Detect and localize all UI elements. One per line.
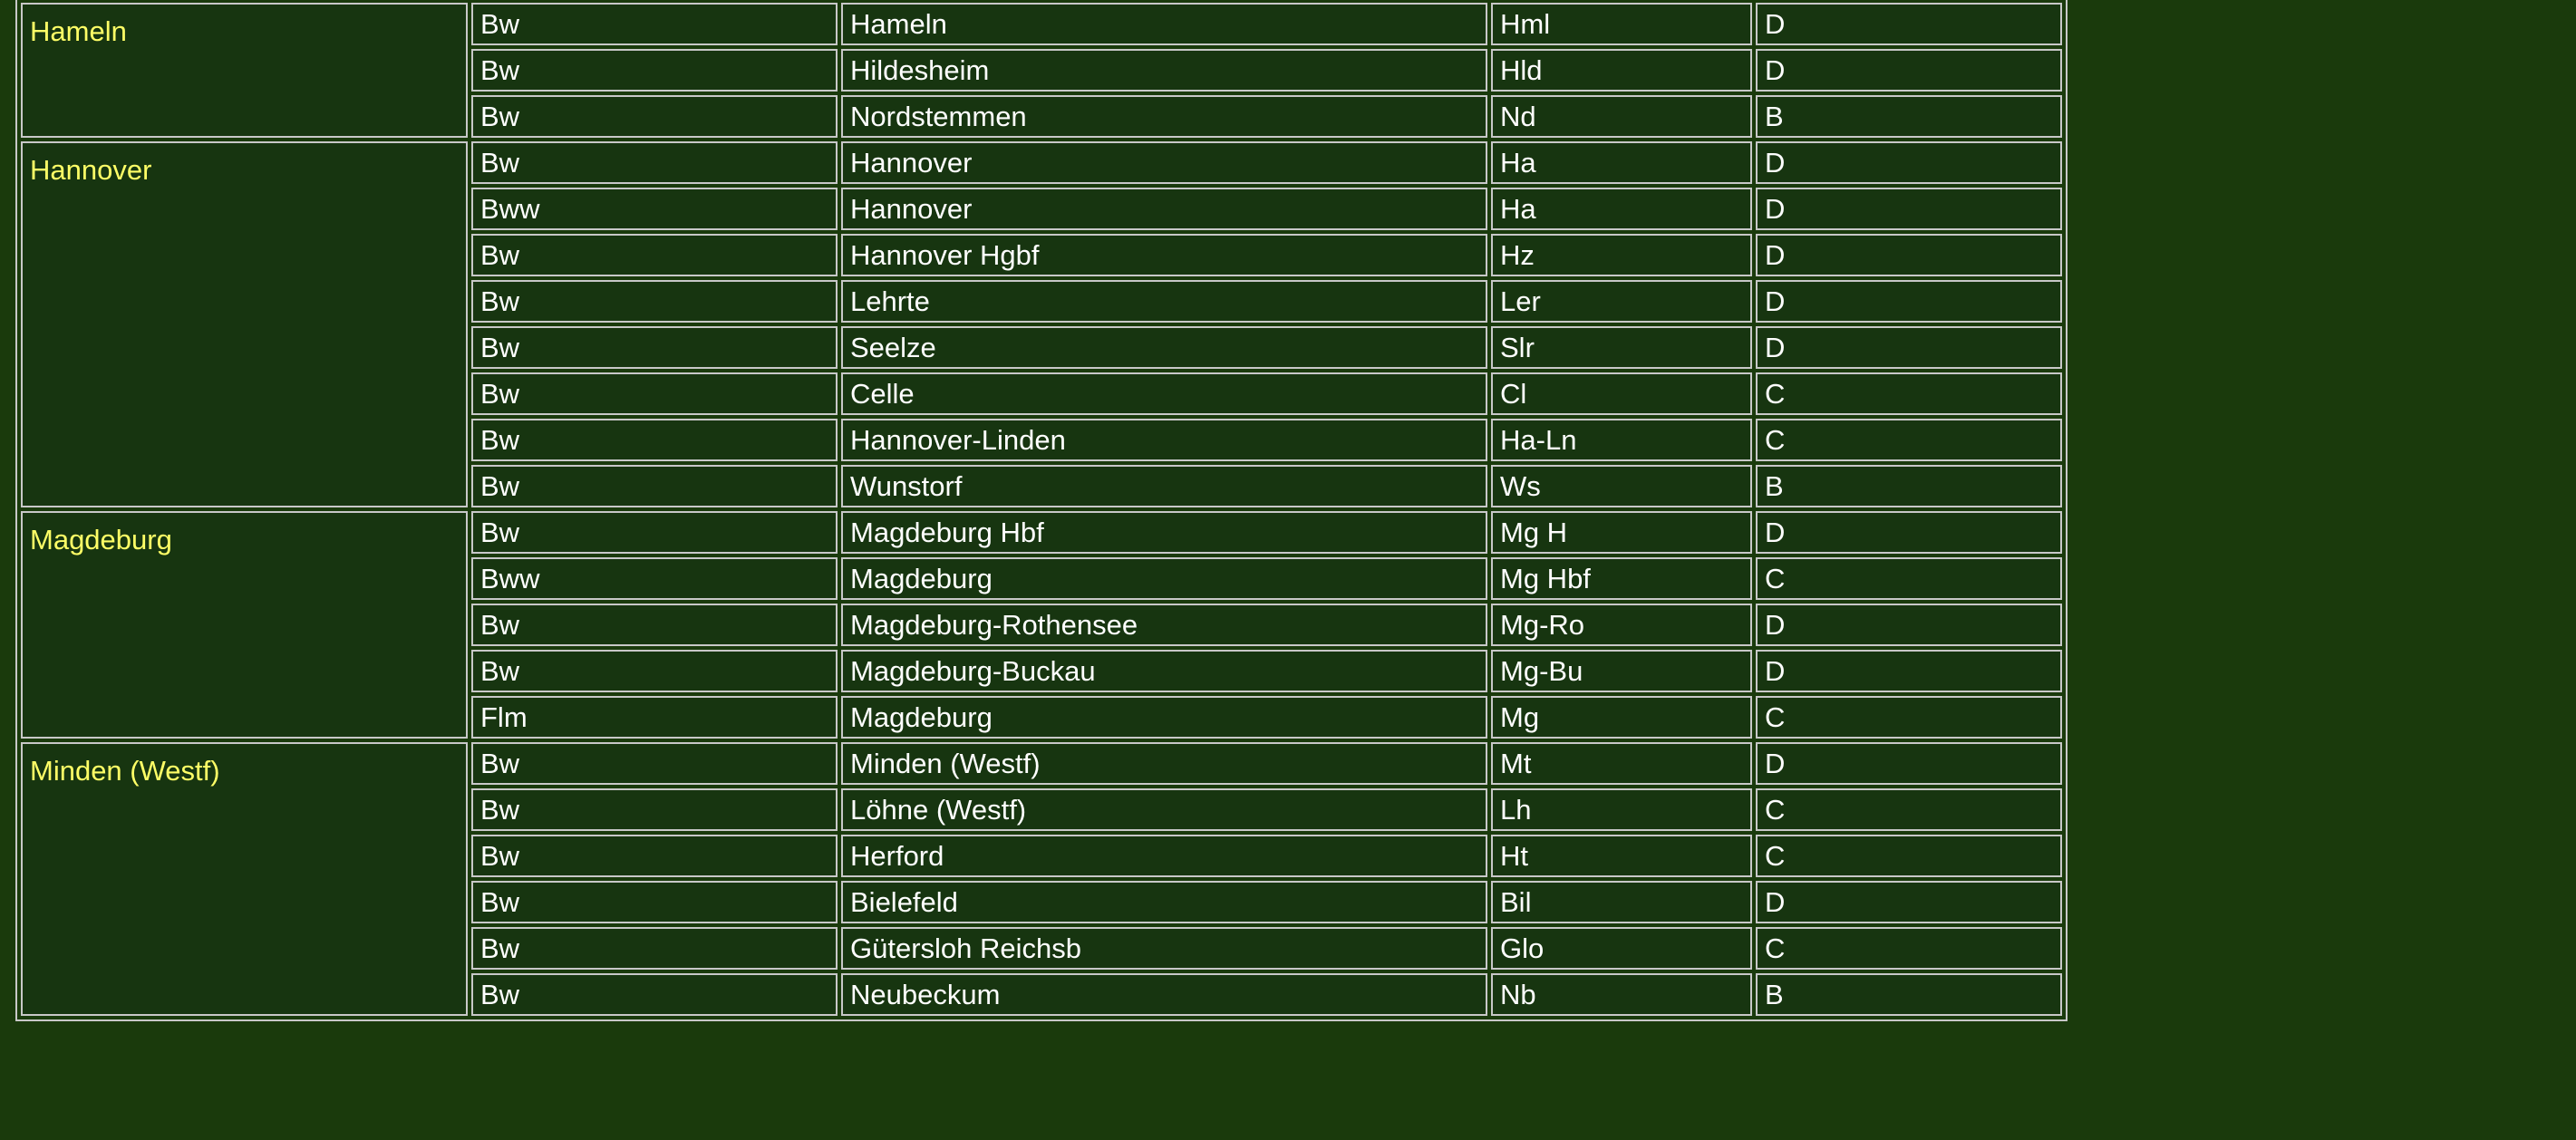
- ort-cell: Hildesheim: [841, 49, 1487, 92]
- art-cell: Bw: [471, 95, 838, 138]
- art-cell: Bw: [471, 881, 838, 923]
- ort-cell: Hannover Hgbf: [841, 234, 1487, 276]
- klasse-cell: D: [1756, 49, 2062, 92]
- kurz-cell: Mg H: [1491, 511, 1752, 554]
- direktion-cell: Hameln: [21, 3, 468, 138]
- klasse-cell: D: [1756, 511, 2062, 554]
- art-cell: Bw: [471, 372, 838, 415]
- kurz-cell: Ha: [1491, 141, 1752, 184]
- kurz-cell: Mg Hbf: [1491, 557, 1752, 600]
- direktion-cell: Hannover: [21, 141, 468, 507]
- ort-cell: Hameln: [841, 3, 1487, 45]
- kurz-cell: Ler: [1491, 280, 1752, 323]
- kurz-cell: Hld: [1491, 49, 1752, 92]
- table-row: [21, 511, 2062, 554]
- kurz-cell: Bil: [1491, 881, 1752, 923]
- art-cell: Bw: [471, 973, 838, 1016]
- klasse-cell: D: [1756, 188, 2062, 230]
- klasse-cell: C: [1756, 927, 2062, 970]
- art-cell: Bw: [471, 927, 838, 970]
- art-cell: Bww: [471, 557, 838, 600]
- art-cell: Bw: [471, 3, 838, 45]
- direktion-cell: Minden (Westf): [21, 742, 468, 1016]
- ort-cell: Gütersloh Reichsb: [841, 927, 1487, 970]
- ort-cell: Celle: [841, 372, 1487, 415]
- art-cell: Bw: [471, 788, 838, 831]
- ort-cell: Löhne (Westf): [841, 788, 1487, 831]
- kurz-cell: Hz: [1491, 234, 1752, 276]
- kurz-cell: Cl: [1491, 372, 1752, 415]
- klasse-cell: C: [1756, 372, 2062, 415]
- ort-cell: Magdeburg: [841, 696, 1487, 739]
- klasse-cell: C: [1756, 419, 2062, 461]
- kurz-cell: Lh: [1491, 788, 1752, 831]
- kurz-cell: Ha: [1491, 188, 1752, 230]
- klasse-cell: D: [1756, 881, 2062, 923]
- kurz-cell: Ws: [1491, 465, 1752, 507]
- kurz-cell: Mg: [1491, 696, 1752, 739]
- art-cell: Bw: [471, 326, 838, 369]
- klasse-cell: C: [1756, 835, 2062, 877]
- direktion-cell: Magdeburg: [21, 511, 468, 739]
- kurz-cell: Hml: [1491, 3, 1752, 45]
- ort-cell: Hannover: [841, 141, 1487, 184]
- ort-cell: Bielefeld: [841, 881, 1487, 923]
- art-cell: Bw: [471, 742, 838, 785]
- kurz-cell: Ht: [1491, 835, 1752, 877]
- kurz-cell: Ha-Ln: [1491, 419, 1752, 461]
- art-cell: Bw: [471, 280, 838, 323]
- ort-cell: Neubeckum: [841, 973, 1487, 1016]
- depot-table: [15, 0, 2068, 1021]
- klasse-cell: D: [1756, 280, 2062, 323]
- table-row: [21, 3, 2062, 45]
- ort-cell: Magdeburg: [841, 557, 1487, 600]
- klasse-cell: D: [1756, 326, 2062, 369]
- art-cell: Bw: [471, 49, 838, 92]
- ort-cell: Minden (Westf): [841, 742, 1487, 785]
- kurz-cell: Nb: [1491, 973, 1752, 1016]
- art-cell: Bw: [471, 604, 838, 646]
- art-cell: Bw: [471, 465, 838, 507]
- ort-cell: Hannover: [841, 188, 1487, 230]
- table-row: [21, 141, 2062, 184]
- kurz-cell: Glo: [1491, 927, 1752, 970]
- klasse-cell: C: [1756, 696, 2062, 739]
- kurz-cell: Mg-Ro: [1491, 604, 1752, 646]
- ort-cell: Wunstorf: [841, 465, 1487, 507]
- ort-cell: Seelze: [841, 326, 1487, 369]
- ort-cell: Nordstemmen: [841, 95, 1487, 138]
- kurz-cell: Mt: [1491, 742, 1752, 785]
- art-cell: Bw: [471, 835, 838, 877]
- klasse-cell: D: [1756, 3, 2062, 45]
- klasse-cell: B: [1756, 973, 2062, 1016]
- klasse-cell: D: [1756, 234, 2062, 276]
- ort-cell: Herford: [841, 835, 1487, 877]
- kurz-cell: Mg-Bu: [1491, 650, 1752, 692]
- art-cell: Bw: [471, 511, 838, 554]
- art-cell: Bw: [471, 141, 838, 184]
- klasse-cell: B: [1756, 95, 2062, 138]
- ort-cell: Magdeburg-Buckau: [841, 650, 1487, 692]
- art-cell: Bw: [471, 650, 838, 692]
- art-cell: Flm: [471, 696, 838, 739]
- table-row: [21, 742, 2062, 785]
- art-cell: Bw: [471, 234, 838, 276]
- art-cell: Bww: [471, 188, 838, 230]
- kurz-cell: Nd: [1491, 95, 1752, 138]
- ort-cell: Magdeburg-Rothensee: [841, 604, 1487, 646]
- klasse-cell: C: [1756, 557, 2062, 600]
- klasse-cell: D: [1756, 141, 2062, 184]
- depot-table-body: [21, 3, 2062, 1016]
- ort-cell: Lehrte: [841, 280, 1487, 323]
- klasse-cell: B: [1756, 465, 2062, 507]
- klasse-cell: D: [1756, 604, 2062, 646]
- kurz-cell: Slr: [1491, 326, 1752, 369]
- klasse-cell: D: [1756, 650, 2062, 692]
- ort-cell: Hannover-Linden: [841, 419, 1487, 461]
- ort-cell: Magdeburg Hbf: [841, 511, 1487, 554]
- klasse-cell: D: [1756, 742, 2062, 785]
- klasse-cell: C: [1756, 788, 2062, 831]
- art-cell: Bw: [471, 419, 838, 461]
